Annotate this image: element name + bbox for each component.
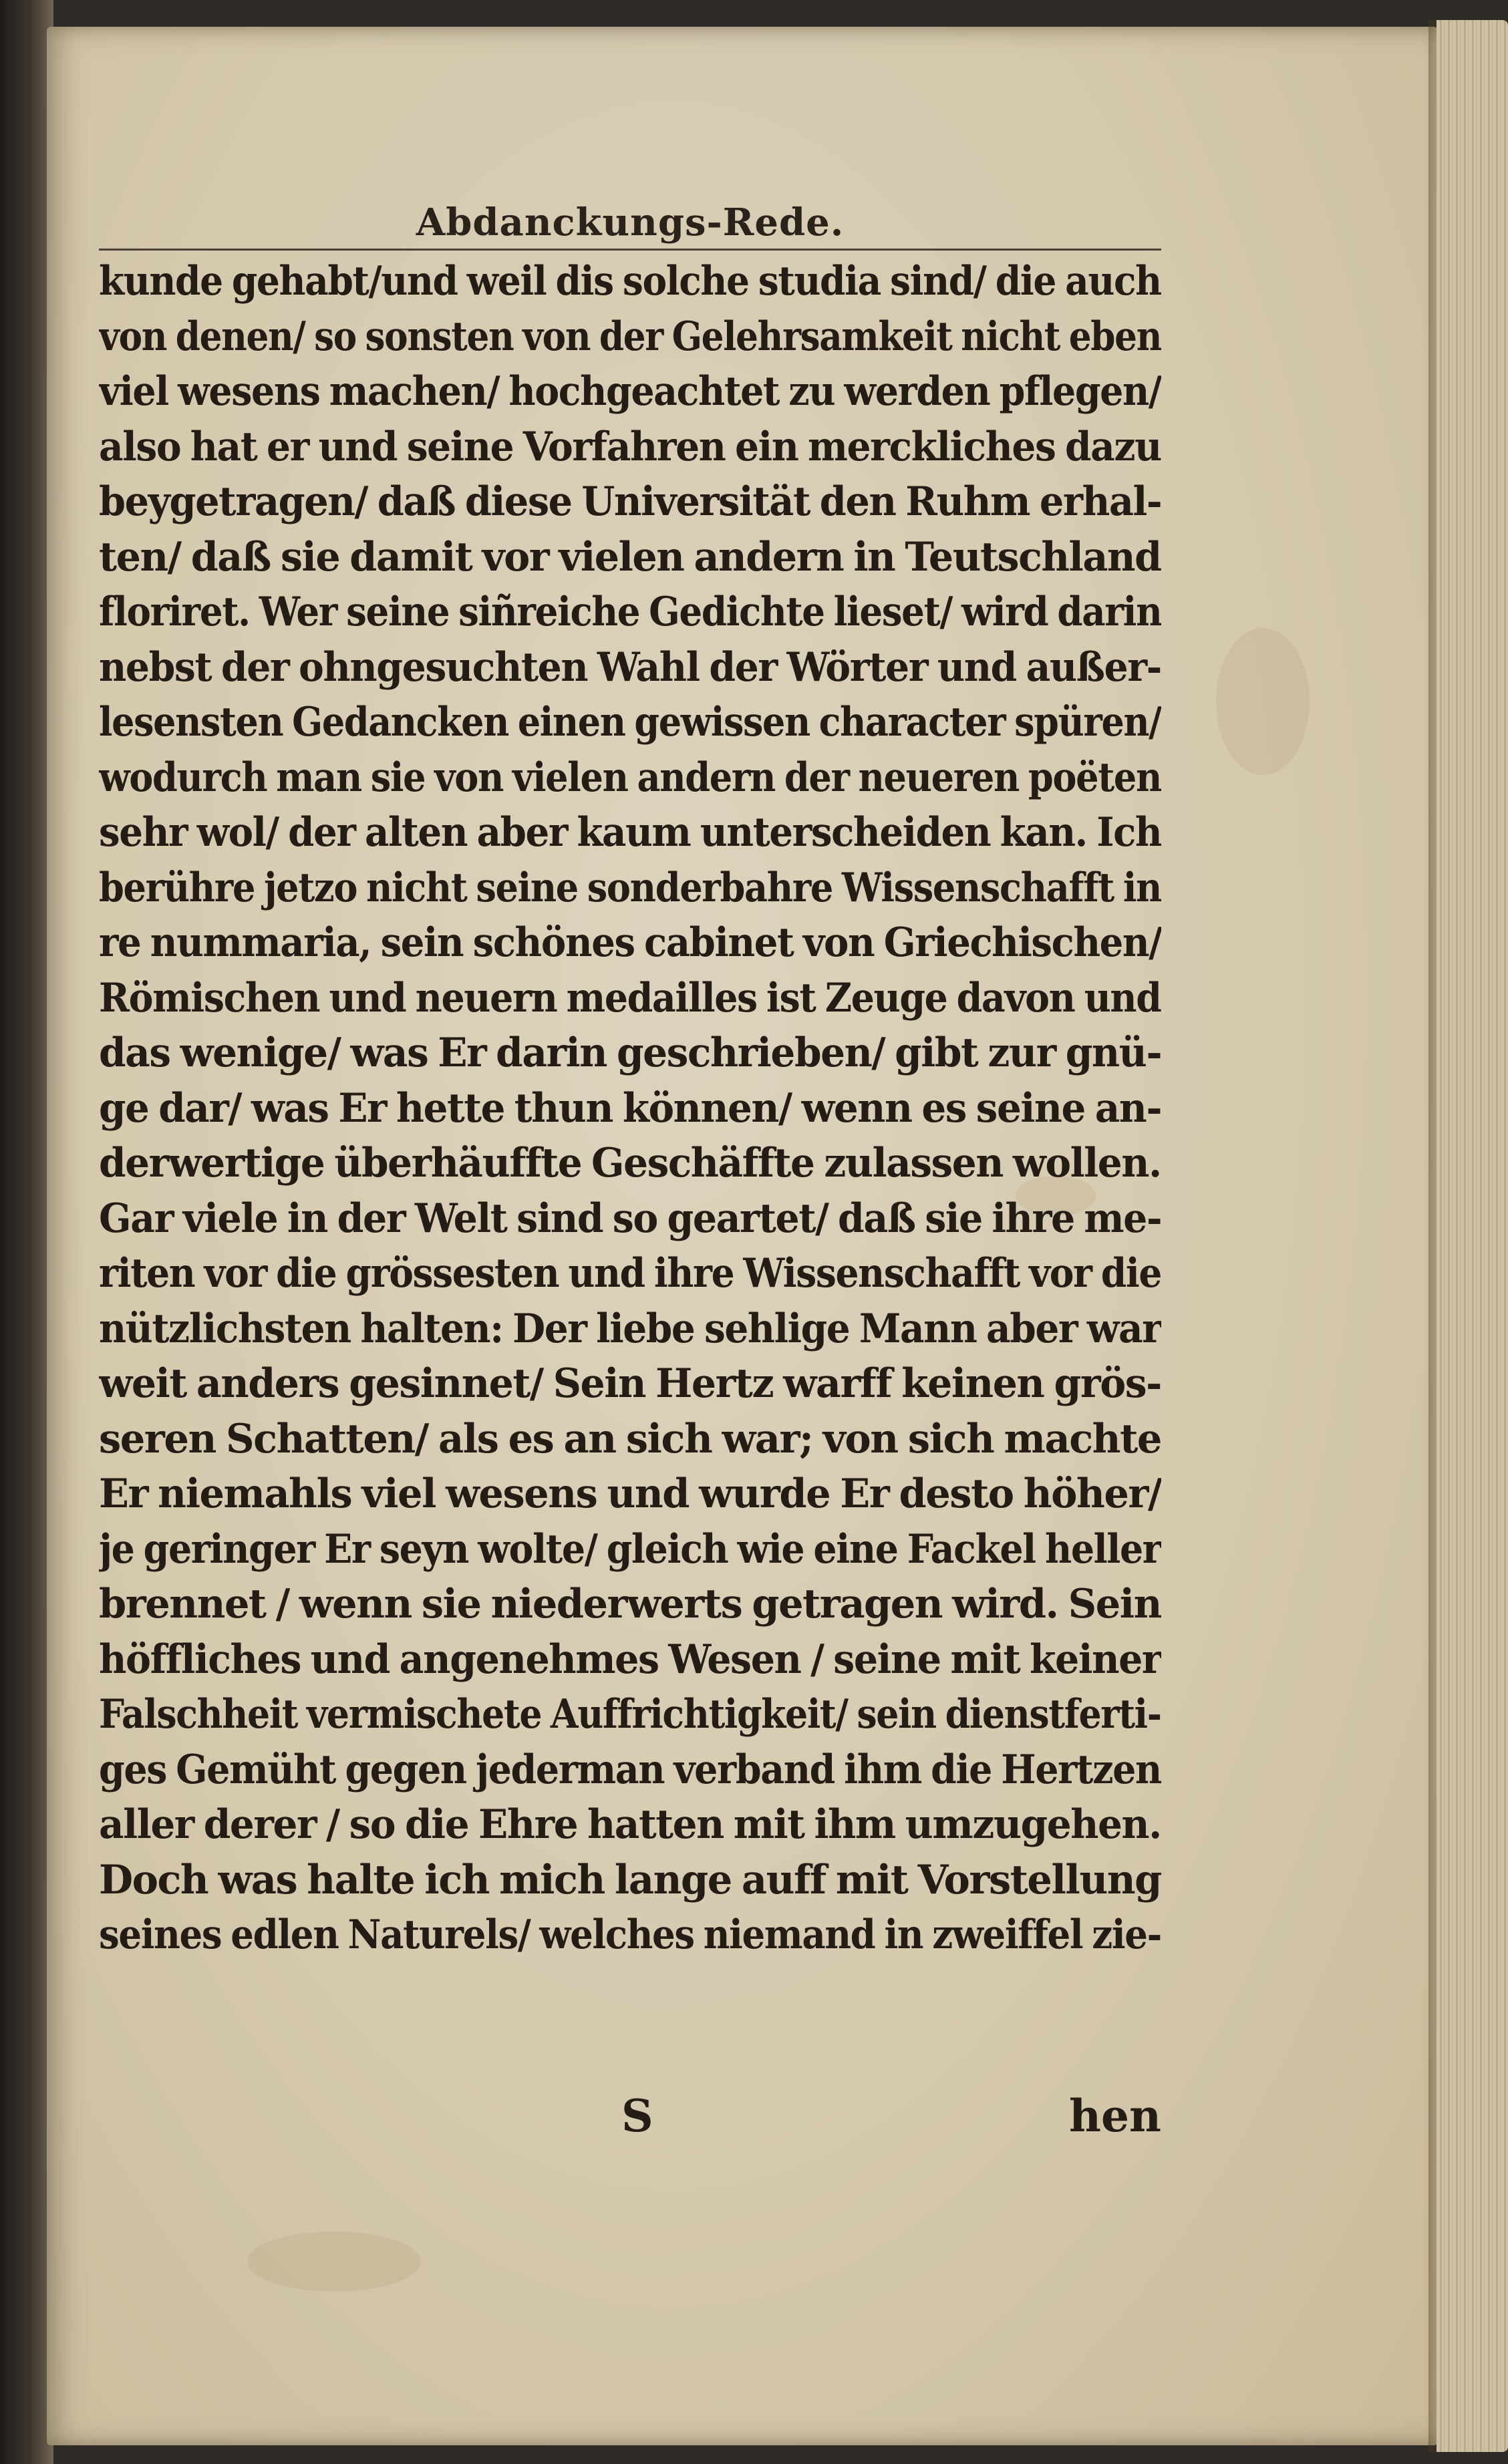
- text-line: seren Schatten/ als es an sich war; von sich machte: [99, 1415, 1161, 1462]
- text-line: das wenige/ was Er darin geschrieben/ gibt zur gnü-: [99, 1030, 1161, 1076]
- text-line: re nummaria, sein schönes cabinet von Griechischen/: [99, 919, 1161, 966]
- text-line: wodurch man sie von vielen andern der neueren poëten: [99, 754, 1161, 801]
- text-line: Er niemahls viel wesens und wurde Er desto höher/: [99, 1471, 1161, 1517]
- text-line: Römischen und neuern medailles ist Zeuge davon und: [99, 974, 1161, 1022]
- text-line: berühre jetzo nicht seine sonderbahre Wissenschafft in: [99, 864, 1161, 911]
- text-line: ge dar/ was Er hette thun können/ wenn es seine an-: [99, 1084, 1161, 1132]
- text-line: ges Gemüht gegen jederman verband ihm die Hertzen: [99, 1746, 1161, 1793]
- text-line: nebst der ohngesuchten Wahl der Wörter und außer-: [99, 643, 1161, 691]
- text-line: je geringer Er seyn wolte/ gleich wie eine Fackel heller: [99, 1525, 1161, 1573]
- text-line: brennet / wenn sie niederwerts getragen wird. Sein: [99, 1581, 1161, 1628]
- head-rule: [99, 249, 1161, 251]
- text-line: höffliches und angenehmes Wesen / seine mit keiner: [99, 1636, 1161, 1683]
- text-line: seines edlen Naturels/ welches niemand in zweiffel zie-: [99, 1911, 1161, 1958]
- page-edges: [1437, 20, 1508, 2452]
- text-line: Gar viele in der Welt sind so geartet/ daß sie ihre me-: [99, 1195, 1161, 1242]
- paper-stain: [1216, 628, 1310, 775]
- text-line: floriret. Wer seine siñreiche Gedichte lieset/ wird darin: [99, 589, 1161, 635]
- text-line: lesensten Gedancken einen gewissen character spüren/: [99, 699, 1161, 746]
- signature-mark: S: [621, 2090, 653, 2142]
- text-line: riten vor die grössesten und ihre Wissenschafft vor die: [99, 1250, 1161, 1297]
- left-gutter: [0, 0, 53, 2464]
- body-text: [99, 254, 1161, 1963]
- text-line: Falschheit vermischete Auffrichtigkeit/ sein dienstferti-: [99, 1691, 1161, 1738]
- page-footer: [99, 2090, 1161, 2157]
- text-line: also hat er und seine Vorfahren ein merckliches dazu: [99, 423, 1161, 470]
- text-line: von denen/ so sonsten von der Gelehrsamkeit nicht eben: [99, 313, 1161, 360]
- text-line: weit anders gesinnet/ Sein Hertz warff keinen grös-: [99, 1360, 1161, 1407]
- text-line: aller derer / so die Ehre hatten mit ihm umzugehen.: [99, 1801, 1161, 1848]
- catchword: hen: [1069, 2090, 1161, 2142]
- text-line: beygetragen/ daß diese Universität den Ruhm erhal-: [99, 478, 1161, 525]
- text-line: Doch was halte ich mich lange auff mit Vorstellung: [99, 1856, 1161, 1903]
- running-head: Abdanckungs-Rede.: [416, 200, 845, 245]
- text-line: nützlichsten halten: Der liebe sehlige Mann aber war: [99, 1305, 1161, 1352]
- text-line: ten/ daß sie damit vor vielen andern in Teutschland: [99, 533, 1161, 581]
- text-line: viel wesens machen/ hochgeachtet zu werden pflegen/: [99, 368, 1161, 415]
- text-line: derwertige überhäuffte Geschäffte zulassen wollen.: [99, 1140, 1161, 1187]
- text-line: sehr wol/ der alten aber kaum unterscheiden kan. Ich: [99, 809, 1161, 856]
- paper-stain: [247, 2231, 421, 2292]
- text-line: kunde gehabt/und weil dis solche studia sind/ die auch: [99, 258, 1161, 305]
